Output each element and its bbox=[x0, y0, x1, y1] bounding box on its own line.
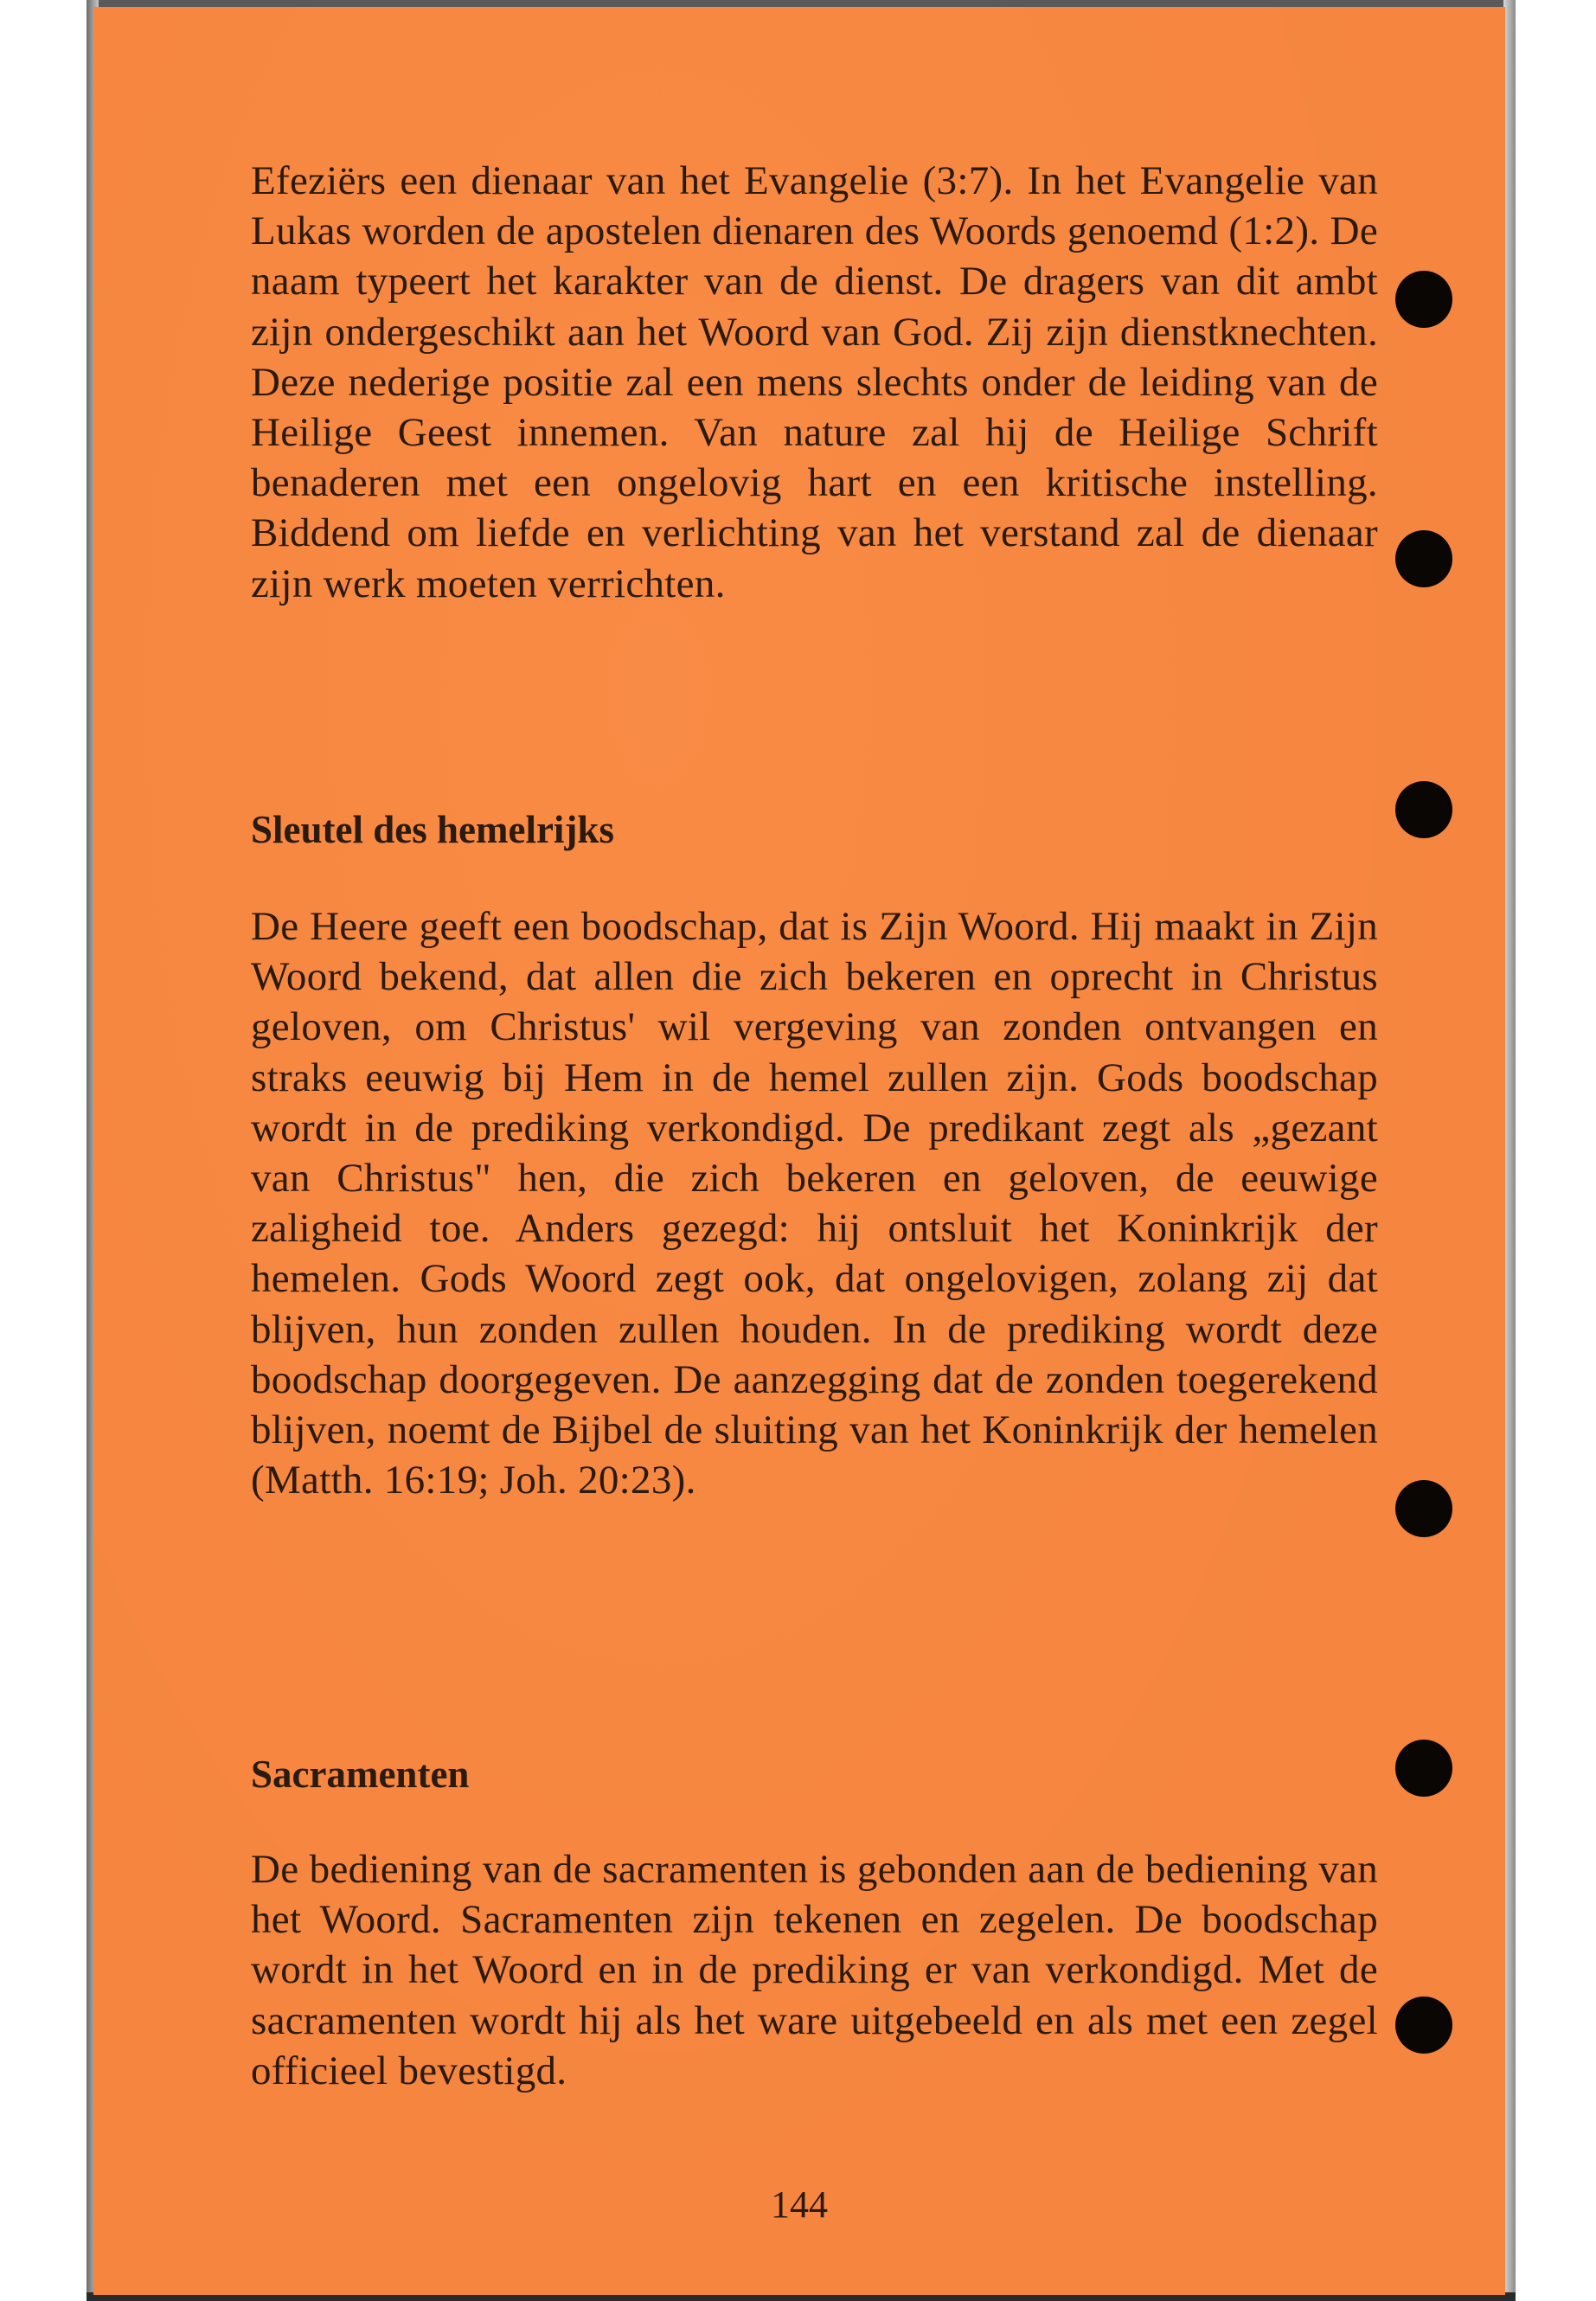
scan-border-right bbox=[1503, 0, 1516, 2301]
book-page bbox=[93, 7, 1505, 2295]
binder-hole-4 bbox=[1395, 1480, 1452, 1537]
paragraph-intro: Efeziërs een dienaar van het Evangelie (3:7). In het Evangelie van Lukas worden de apostelen dienaren des Woords genoemd (1:2). De naam typeert het karakter van de dienst. De dragers van dit ambt zijn ondergeschikt aan het Woord van God. Zij zijn dienstknechten. Deze nederige positie zal een mens slechts onder de leiding van de Heilige Geest innemen. Van nature zal hij de Heilige Schrift benaderen met een ongelovig hart en een kritische instelling. Biddend om liefde en verlichting van het verstand zal de dienaar zijn werk moeten verrichten. bbox=[251, 158, 1378, 606]
heading-sacramenten: Sacramenten bbox=[251, 1753, 470, 1796]
binder-hole-5 bbox=[1395, 1740, 1452, 1797]
page-number: 144 bbox=[771, 2183, 828, 2226]
paragraph-sleutel: De Heere geeft een boodschap, dat is Zijn Woord. Hij maakt in Zijn Woord bekend, dat allen die zich bekeren en oprecht in Christus geloven, om Christus' wil vergeving van zonden ontvangen en straks eeuwig bij Hem in de hemel zullen zijn. Gods boodschap wordt in de prediking verkondigd. De predikant zegt als „gezant van Christus" hen, die zich bekeren en geloven, de eeuwige zaligheid toe. Anders gezegd: hij ontsluit het Koninkrijk der hemelen. Gods Woord zegt ook, dat ongelovigen, zolang zij dat blijven, hun zonden zullen houden. In de prediking wordt deze boodschap doorgegeven. De aanzegging dat de zonden toegerekend blijven, noemt de Bijbel de sluiting van het Koninkrijk der hemelen (Matth. 16:19; Joh. 20:23). bbox=[251, 904, 1378, 1503]
binder-hole-1 bbox=[1395, 271, 1452, 328]
heading-sleutel-des-hemelrijks: Sleutel des hemelrijks bbox=[251, 808, 614, 851]
paragraph-sacramenten: De bediening van de sacramenten is gebonden aan de bediening van het Woord. Sacramenten zijn tekenen en zegelen. De boodschap wordt in het Woord en in de prediking er van verkondigd. Met de sacramenten wordt hij als het ware uitgebeeld en als met een zegel officieel bevestigd. bbox=[251, 1847, 1378, 2093]
binder-hole-3 bbox=[1395, 781, 1452, 838]
binder-hole-6 bbox=[1395, 1997, 1452, 2054]
binder-hole-2 bbox=[1395, 530, 1452, 587]
